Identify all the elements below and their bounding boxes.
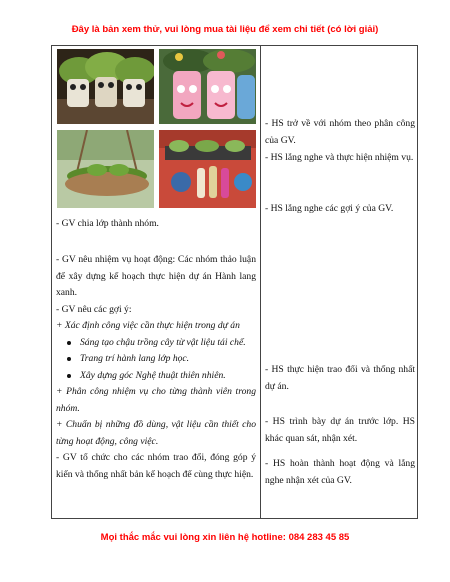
teacher-line-5: + Phân công nhiệm vụ cho từng thành viên trong nhóm. xyxy=(56,386,256,414)
teacher-line-4: + Xác định công việc cần thực hiện trong dự án xyxy=(56,320,240,331)
bullet-item: Trang trí hành lang lớp học. xyxy=(56,351,256,368)
bullet-item: Xây dựng góc Nghệ thuật thiên nhiên. xyxy=(56,368,256,385)
owl-pots-photo xyxy=(57,49,154,124)
teacher-line-2: - GV nêu nhiệm vụ hoạt động: Các nhóm thảo luận để xây dựng kế hoạch thực hiện dự án Hành lang xanh. xyxy=(56,254,256,298)
teacher-line-1: - GV chia lớp thành nhóm. xyxy=(56,218,159,229)
student-line-1: - HS trở về với nhóm theo phân công của GV. xyxy=(265,118,415,146)
student-line-4: - HS thực hiện trao đổi và thống nhất dự án. xyxy=(265,364,415,392)
column-divider xyxy=(260,46,261,518)
preview-notice: Đây là bản xem thử, vui lòng mua tài liệu để xem chi tiết (có lời giải) xyxy=(71,24,379,35)
balcony-bottle-planters-photo xyxy=(159,130,256,208)
hanging-bottle-garden-photo xyxy=(57,130,154,208)
bullet-item: Sáng tạo chậu trồng cây từ vật liệu tái chế. xyxy=(56,335,256,352)
student-line-3: - HS lắng nghe các gợi ý của GV. xyxy=(265,203,394,214)
student-line-5: - HS trình bày dự án trước lớp. HS khác quan sát, nhận xét. xyxy=(265,416,415,444)
hotline-notice: Mọi thắc mắc vui lòng xin liên hệ hotline: 084 283 45 85 xyxy=(100,532,350,543)
teacher-line-7: - GV tổ chức cho các nhóm trao đổi, đóng góp ý kiến và thống nhất bản kế hoạch để cùng thực hiện. xyxy=(56,452,256,480)
painted-bottle-pots-photo xyxy=(159,49,256,124)
lesson-table xyxy=(51,45,418,519)
student-line-2: - HS lắng nghe và thực hiện nhiệm vụ. xyxy=(265,152,414,163)
teacher-line-6: + Chuẩn bị những đồ dùng, vật liệu cần thiết cho từng hoạt động, công việc. xyxy=(56,419,256,447)
teacher-line-3: - GV nêu các gợi ý: xyxy=(56,303,132,315)
student-line-6: - HS hoàn thành hoạt động và lắng nghe nhận xét của GV. xyxy=(265,458,415,486)
